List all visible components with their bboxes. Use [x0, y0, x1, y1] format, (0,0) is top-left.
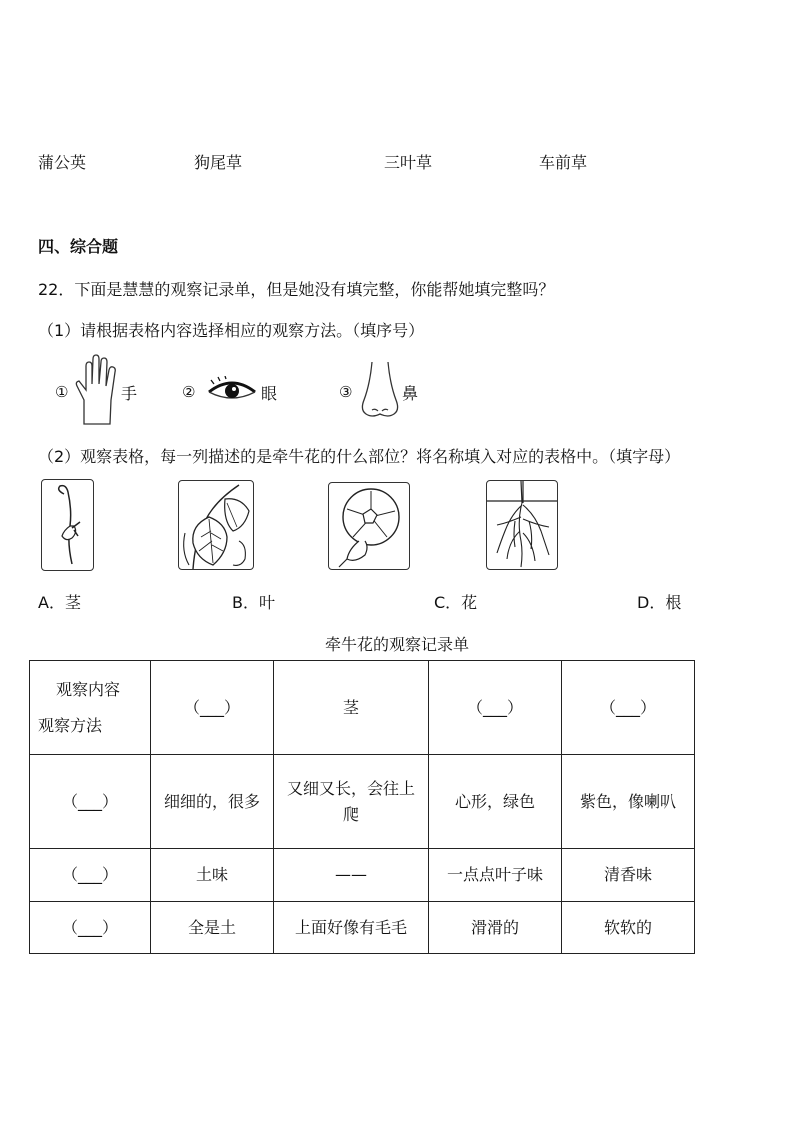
- option-a: A．茎: [38, 593, 81, 612]
- stem-icon: [42, 480, 93, 570]
- hand-icon: [74, 354, 120, 426]
- option-c: C．花: [434, 593, 478, 612]
- eye-icon: [206, 376, 258, 406]
- table-cell: 软软的: [562, 902, 695, 954]
- header-blank-1[interactable]: （___）: [151, 661, 274, 755]
- header-blank-4[interactable]: （___）: [562, 661, 695, 755]
- nose-icon: [360, 360, 400, 422]
- table-cell: 上面好像有毛毛: [274, 902, 429, 954]
- leaf-picture: [178, 480, 254, 570]
- table-row: [30, 902, 695, 954]
- table-cell: 紫色，像喇叭: [562, 755, 695, 849]
- table-cell: 滑滑的: [429, 902, 562, 954]
- option-b: B．叶: [232, 593, 275, 612]
- leaf-icon: [179, 481, 253, 569]
- root-picture: [486, 480, 558, 570]
- section-heading: 四、综合题: [38, 237, 119, 256]
- table-cell: 一点点叶子味: [429, 849, 562, 902]
- option-d: D．根: [637, 593, 682, 612]
- sense-number-3: ③: [339, 383, 353, 401]
- part-1-instruction: （1）请根据表格内容选择相应的观察方法。（填序号）: [38, 321, 425, 340]
- sense-number-1: ①: [55, 383, 69, 401]
- table-row: [30, 849, 695, 902]
- method-blank-2[interactable]: （___）: [30, 849, 151, 902]
- table-row: [30, 755, 695, 849]
- observation-table: [29, 660, 695, 954]
- table-caption: 牵牛花的观察记录单: [324, 635, 469, 654]
- table-cell: 又细又长，会往上爬: [274, 755, 429, 849]
- table-cell: ——: [274, 849, 429, 902]
- method-blank-1[interactable]: （___）: [30, 755, 151, 849]
- corner-observation-method: 观察方法: [38, 715, 103, 735]
- method-blank-3[interactable]: （___）: [30, 902, 151, 954]
- plant-name-foxtail: 狗尾草: [194, 153, 243, 172]
- sense-label-hand: 手: [121, 384, 138, 403]
- table-cell: 清香味: [562, 849, 695, 902]
- plant-name-clover: 三叶草: [384, 153, 433, 172]
- table-cell: 细细的，很多: [151, 755, 274, 849]
- stem-picture: [41, 479, 94, 571]
- plant-name-plantain: 车前草: [539, 153, 588, 172]
- part-2-instruction: （2）观察表格，每一列描述的是牵牛花的什么部位？将名称填入对应的表格中。（填字母）: [38, 447, 681, 466]
- plant-name-dandelion: 蒲公英: [38, 153, 87, 172]
- sense-label-nose: 鼻: [402, 384, 419, 403]
- table-header-row: [30, 661, 695, 755]
- corner-observation-content: 观察内容: [56, 679, 121, 699]
- sense-number-2: ②: [182, 383, 196, 401]
- header-stem: 茎: [274, 661, 429, 755]
- root-icon: [487, 481, 557, 569]
- flower-icon: [329, 483, 409, 569]
- table-cell: 全是土: [151, 902, 274, 954]
- sense-label-eye: 眼: [261, 384, 278, 403]
- table-corner-cell: [30, 661, 151, 755]
- flower-picture: [328, 482, 410, 570]
- header-blank-3[interactable]: （___）: [429, 661, 562, 755]
- table-cell: 心形，绿色: [429, 755, 562, 849]
- question-22: 22．下面是慧慧的观察记录单，但是她没有填完整，你能帮她填完整吗？: [38, 280, 555, 299]
- table-cell: 土味: [151, 849, 274, 902]
